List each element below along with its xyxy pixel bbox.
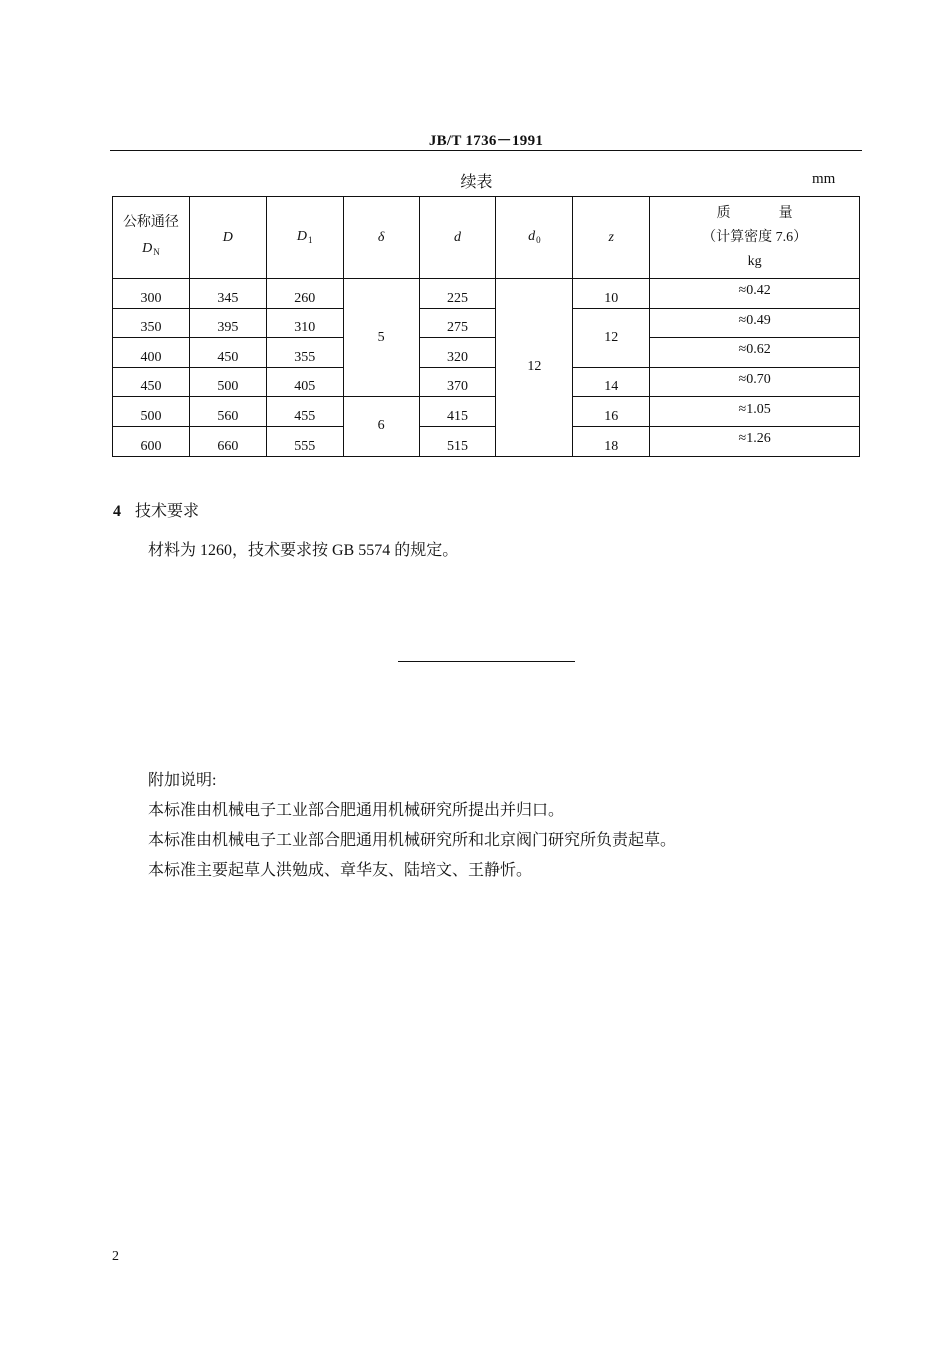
section-title: 技术要求 bbox=[135, 503, 200, 520]
cell-mass: ≈1.26 bbox=[650, 426, 860, 456]
cell-z: 16 bbox=[573, 397, 650, 427]
table-row bbox=[113, 338, 860, 368]
header-rule bbox=[110, 150, 862, 151]
table-unit: mm bbox=[812, 171, 836, 187]
additional-notes bbox=[148, 766, 676, 886]
cell-dn: 350 bbox=[113, 308, 190, 338]
header-d0-sub: 0 bbox=[536, 235, 541, 245]
dimension-table bbox=[112, 196, 860, 457]
cell-D: 560 bbox=[189, 397, 266, 427]
header-d1-symbol: D bbox=[296, 229, 308, 244]
cell-z-merged: 12 bbox=[573, 308, 650, 367]
header-d1-sub: 1 bbox=[308, 235, 313, 245]
header-d0-symbol: d bbox=[528, 229, 536, 244]
cell-D: 660 bbox=[189, 426, 266, 456]
cell-dn: 450 bbox=[113, 367, 190, 397]
header-d0 bbox=[496, 197, 573, 279]
table-row bbox=[113, 279, 860, 309]
table-header-row bbox=[113, 197, 860, 279]
cell-d: 320 bbox=[419, 338, 496, 368]
header-dn-symbol: D bbox=[142, 241, 153, 256]
cell-D1: 555 bbox=[266, 426, 343, 456]
cell-D: 345 bbox=[189, 279, 266, 309]
cell-D: 450 bbox=[189, 338, 266, 368]
cell-mass: ≈0.62 bbox=[650, 338, 860, 368]
section-paragraph: 材料为 1260，技术要求按 GB 5574 的规定。 bbox=[148, 542, 459, 559]
cell-dn: 500 bbox=[113, 397, 190, 427]
header-delta: δ bbox=[343, 197, 419, 279]
section-number: 4 bbox=[113, 503, 121, 520]
table-row bbox=[113, 397, 860, 427]
notes-heading: 附加说明: bbox=[148, 772, 217, 789]
header-inner-diameter: d bbox=[419, 197, 496, 279]
cell-D1: 405 bbox=[266, 367, 343, 397]
header-mass-char-b: 量 bbox=[778, 205, 793, 221]
cell-mass: ≈0.42 bbox=[650, 279, 860, 309]
cell-mass: ≈0.70 bbox=[650, 367, 860, 397]
cell-d: 275 bbox=[419, 308, 496, 338]
header-dn-sub: N bbox=[153, 247, 160, 257]
cell-mass: ≈1.05 bbox=[650, 397, 860, 427]
cell-z: 10 bbox=[573, 279, 650, 309]
cell-D: 500 bbox=[189, 367, 266, 397]
notes-line: 本标准由机械电子工业部合肥通用机械研究所提出并归口。 bbox=[148, 802, 565, 819]
cell-d: 225 bbox=[419, 279, 496, 309]
cell-D1: 455 bbox=[266, 397, 343, 427]
table-row bbox=[113, 426, 860, 456]
standard-code-header: JB/T 1736－1991 bbox=[428, 133, 544, 149]
cell-delta-merged: 5 bbox=[343, 279, 419, 397]
header-mass-unit: kg bbox=[747, 253, 762, 269]
table-row bbox=[113, 367, 860, 397]
notes-line: 本标准由机械电子工业部合肥通用机械研究所和北京阀门研究所负责起草。 bbox=[148, 832, 677, 849]
cell-D: 395 bbox=[189, 308, 266, 338]
cell-dn: 600 bbox=[113, 426, 190, 456]
cell-delta-merged: 6 bbox=[343, 397, 419, 456]
cell-D1: 355 bbox=[266, 338, 343, 368]
header-d1 bbox=[266, 197, 343, 279]
table-caption: 续表 bbox=[460, 174, 493, 191]
cell-D1: 260 bbox=[266, 279, 343, 309]
header-mass bbox=[650, 197, 860, 279]
header-nominal-diameter bbox=[113, 197, 190, 279]
header-bolt-count: z bbox=[573, 197, 650, 279]
cell-mass: ≈0.49 bbox=[650, 308, 860, 338]
table-row bbox=[113, 308, 860, 338]
cell-d: 370 bbox=[419, 367, 496, 397]
header-outer-diameter: D bbox=[189, 197, 266, 279]
end-rule bbox=[398, 661, 575, 662]
header-mass-char-a: 质 bbox=[716, 205, 731, 221]
cell-z: 14 bbox=[573, 367, 650, 397]
header-nominal-diameter-label: 公称通径 bbox=[122, 215, 179, 230]
cell-D1: 310 bbox=[266, 308, 343, 338]
header-mass-density: （计算密度 7.6） bbox=[702, 229, 808, 245]
cell-d: 415 bbox=[419, 397, 496, 427]
cell-dn: 400 bbox=[113, 338, 190, 368]
notes-line: 本标准主要起草人洪勉成、章华友、陆培文、王静忻。 bbox=[148, 862, 533, 879]
cell-z: 18 bbox=[573, 426, 650, 456]
cell-d0-merged: 12 bbox=[496, 279, 573, 457]
section-heading bbox=[113, 498, 199, 521]
cell-dn: 300 bbox=[113, 279, 190, 309]
cell-d: 515 bbox=[419, 426, 496, 456]
page-number: 2 bbox=[112, 1249, 119, 1264]
